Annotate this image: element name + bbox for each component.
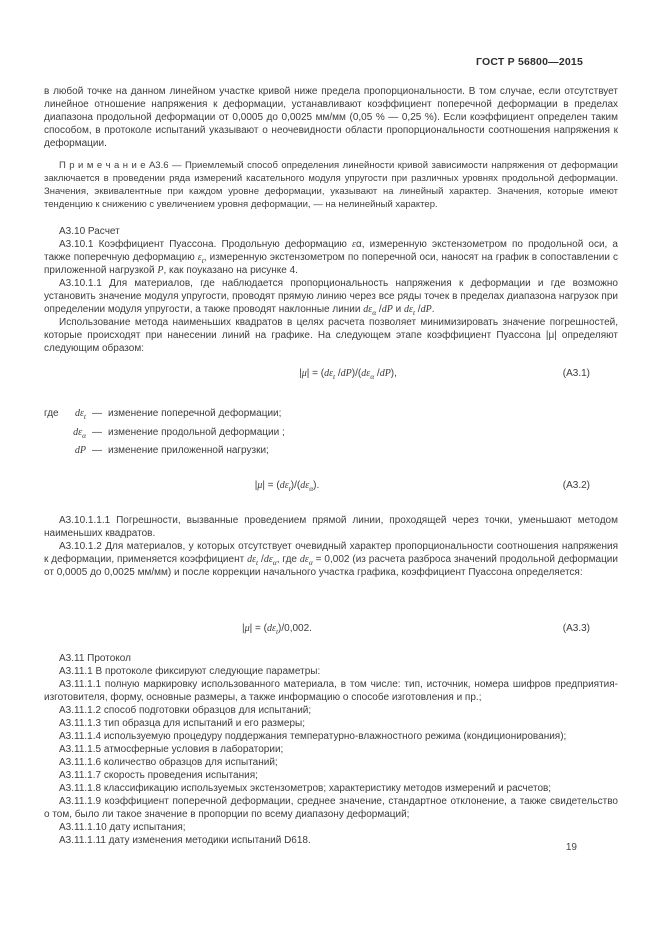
legend-description: изменение поперечной деформации;: [108, 408, 282, 419]
paragraph: А3.11.1.6 количество образцов для испытаний;: [59, 757, 278, 768]
legend-term: dP: [74, 445, 86, 456]
formula-body: $|\mu| = (d\varepsilon_t)/(d\varepsilon_\alpha)$.: [254, 480, 320, 493]
page-number: 19: [565, 842, 577, 853]
paragraph: А3.11.1.10 дату испытания;: [59, 822, 186, 833]
document-header: ГОСТ Р 56800—2015: [475, 56, 583, 68]
legend-dash: —: [92, 408, 102, 419]
paragraph: А3.11.1.2 способ подготовки образцов для испытаний;: [59, 705, 312, 716]
paragraph: А3.10.1 Коэффициент Пуассона. Продольную деформацию εα, измеренную экстензометром по продольной оси, а также поперечную деформацию $\varepsilon_t$, измеренную экстензометром по поперечной оси, наносят на график в сопоставлении с приложенной нагрузкой P, как поуказано на рисунке 4.: [44, 239, 619, 276]
formula-legend-row: [44, 405, 618, 424]
formula-label: (А3.2): [562, 480, 590, 491]
formula-label: (А3.3): [562, 623, 590, 634]
paragraph: А3.10.1.2 Для материалов, у которых отсутствует очевидный характер пропорциональности соотношения напряжения к деформации, применяется коэффициент $d\varepsilon_t$ $/d\varepsilon_\alpha$, где $d\varepsilon_\alpha = 0,002$ (из расчета разброса значений продольной деформации от 0,0005 до 0,0025 мм/мм) и после коррекции начального участка графика, коэффициент Пуассона определяется:: [44, 541, 618, 578]
formula-legend-row: [44, 424, 618, 443]
formula: [44, 367, 618, 380]
legend-dash: —: [92, 445, 102, 456]
legend-term: $d\varepsilon_\alpha$: [73, 426, 86, 440]
document-content: [44, 0, 618, 935]
formula-label: (А3.1): [562, 368, 590, 379]
paragraph: А3.11 Протокол: [59, 653, 131, 664]
paragraph: А3.11.1.5 атмосферные условия в лаборатории;: [59, 744, 284, 755]
paragraph: А3.11.1.7 скорость проведения испытания;: [59, 770, 258, 781]
paragraph: в любой точке на данном линейном участке кривой ниже предела пропорциональности. В том случае, если отсутствует линейное отношение напряжения к деформации, устанавливают коэффициент поперечной деформации в пределах диапазона продольной деформации от 0,0005 до 0,0025 мм/мм (0,05 % — 0,25 %). Если коэффициент определен таким способом, в протоколе испытаний указывают о неочевидности области пропорциональности соотношения напряжения к деформации.: [44, 86, 618, 149]
legend-intro: где: [44, 408, 59, 419]
paragraph: А3.11.1.11 дату изменения методики испытаний D618.: [59, 835, 311, 846]
paragraph: А3.11.1.4 используемую процедуру поддержания температурно-влажностного режима (кондиционирования);: [59, 731, 567, 742]
legend-term: $d\varepsilon_t$: [74, 408, 86, 421]
paragraph: А3.11.1.3 тип образца для испытаний и его размеры;: [59, 718, 305, 729]
formula: [44, 622, 618, 635]
formula-body: $|\mu| = (d\varepsilon_t)/0,002$.: [242, 623, 312, 636]
formula-legend-row: [44, 442, 618, 461]
formula-legend: [44, 405, 618, 461]
legend-description: изменение приложенной нагрузки;: [108, 445, 269, 456]
paragraph: А3.10.1.1.1 Погрешности, вызванные проведением прямой линии, проходящей через точки, уменьшают методом наименьших квадратов.: [44, 515, 618, 539]
paragraph: Использование метода наименьших квадратов в целях расчета позволяет минимизировать значение погрешностей, которые происходят при нанесении линий на графике. На следующем этапе коэффициент Пуассона |μ| определяют следующим образом:: [44, 317, 618, 354]
note-paragraph: П р и м е ч а н и е А3.6 — Приемлемый способ определения линейности кривой зависимости напряжения от деформации заключается в проведении ряда измерений касательного модуля упругости при различных уровнях продольной деформации. Значения, эквивалентные при каждом уровне деформации, указывают на линейный характер. Значения, которые имеют тенденцию к снижению с увеличением уровня деформации, — на нелинейный характер.: [44, 160, 618, 210]
formula-body: $|\mu| = (d\varepsilon_t$ $/dP)/(d\varepsilon_\alpha$ /dP),: [299, 368, 397, 381]
paragraph: А3.10.1.1 Для материалов, где наблюдается пропорциональность напряжения к деформации и где возможно установить значение модуля упругости, проводят прямую линию через все ряды точек в пределах диапазона нагрузок при определении модуля упругости, а также проводят наклонные линии $d\varepsilon_\alpha$ /dP и $d\varepsilon_t$ /dP.: [44, 278, 618, 317]
legend-description: изменение продольной деформации ;: [108, 426, 285, 438]
paragraph: А3.11.1.1 полную маркировку использованного материала, в том числе: тип, источник, номера шифров предприятия-изготовителя, форму, основные размеры, а также информацию о способе изготовления и пр.;: [44, 679, 618, 703]
paragraph: А3.11.1.9 коэффициент поперечной деформации, среднее значение, стандартное отклонение, а также свидетельство о том, было ли такое значение в пропорции по всему диапазону деформаций;: [44, 796, 618, 820]
formula: [44, 479, 618, 492]
paragraph: А3.11.1.8 классификацию используемых экстензометров; характеристику методов измерений и расчетов;: [59, 783, 552, 794]
legend-dash: —: [92, 426, 102, 438]
paragraph: А3.11.1 В протоколе фиксируют следующие параметры:: [59, 666, 321, 677]
paragraph: А3.10 Расчет: [59, 226, 120, 237]
